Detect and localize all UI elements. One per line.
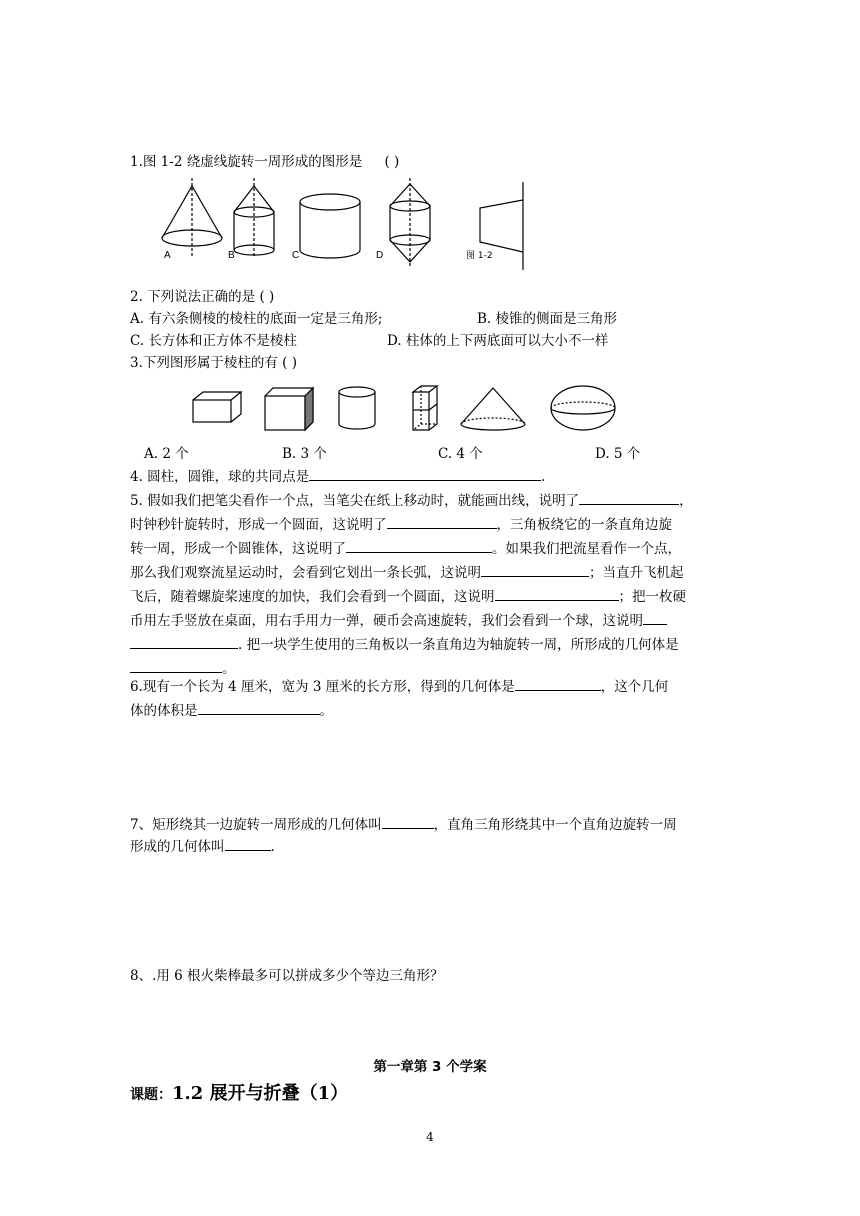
q5-blank-2[interactable] [387, 514, 497, 529]
q5-text-4b: ；当直升飞机起 [589, 565, 684, 581]
figure-d-double-cone [390, 178, 430, 268]
topic-label: 课题： [130, 1087, 172, 1103]
q3-options [144, 444, 641, 464]
q6-line-1 [130, 676, 668, 697]
q5-text-7: . 把一块学生使用的三角板以一条直角边为轴旋转一周，所形成的几何体是 [238, 637, 679, 653]
q7-text-1: 7、矩形绕其一边旋转一周形成的几何体叫 [130, 817, 382, 833]
fig-label-b: B [228, 250, 235, 261]
q2-line-ab [130, 309, 618, 329]
q6-text-2b: 。 [319, 703, 333, 719]
q6-text-1b: ，这个几何 [600, 679, 669, 695]
q3-opt-d: D. 5 个 [595, 446, 641, 462]
q7-blank-1[interactable] [382, 814, 434, 829]
q2-stem: 2. 下列说法正确的是 ( ) [130, 289, 275, 305]
q1-figures [128, 178, 548, 276]
q1-paren: ( ) [384, 154, 400, 170]
q2-opt-c: C. 长方体和正方体不是棱柱 [130, 333, 297, 349]
q5-text-8: 。 [222, 661, 236, 677]
q6-blank-2[interactable] [198, 700, 320, 715]
q2-opt-b: B. 棱锥的侧面是三角形 [477, 311, 618, 327]
q1-line [130, 152, 399, 172]
q5-blank-6b[interactable] [130, 634, 238, 649]
q5-text-4: 那么我们观察流星运动时，会看到它划出一条长弧，这说明 [130, 565, 481, 581]
q7-text-2b: . [270, 839, 275, 855]
fig-label-d: D [376, 250, 384, 261]
figure-c-cylinder [300, 194, 360, 258]
topic-line [130, 1084, 348, 1105]
q5-blank-7[interactable] [130, 658, 222, 673]
shape-square-prism [413, 386, 437, 430]
q4-text: 4. 圆柱，圆锥，球的共同点是 [130, 469, 310, 485]
q5-blank-3[interactable] [346, 538, 492, 553]
q7-text-1b: ，直角三角形绕其中一个直角边旋转一周 [433, 817, 677, 833]
q5-line-2 [130, 514, 672, 535]
shape-sphere [551, 386, 615, 430]
q5-line-1 [130, 490, 693, 511]
q5-line-3 [130, 538, 681, 559]
q6-blank-1[interactable] [515, 676, 601, 691]
q5-blank-4[interactable] [481, 562, 589, 577]
q4-end: . [541, 469, 546, 485]
figure-b-cylinder-cone [234, 178, 274, 258]
q5-line-7 [130, 634, 679, 655]
topic-title: 1.2 展开与折叠（1） [172, 1083, 349, 1104]
shape-cylinder [339, 387, 375, 429]
q5-blank-6a[interactable] [643, 610, 667, 625]
q2-line-cd [130, 331, 609, 351]
q5-text-5: 飞后，随着螺旋桨速度的加快，我们会看到一个圆面，这说明 [130, 589, 495, 605]
q5-text-1: 5. 假如我们把笔尖看作一个点，当笔尖在纸上移动时，就能画出线，说明了 [130, 493, 580, 509]
q6-text-1: 6.现有一个长为 4 厘米，宽为 3 厘米的长方形，得到的几何体是 [130, 679, 515, 695]
shape-cone [461, 388, 525, 430]
figure-a-cone [162, 178, 222, 256]
q2-opt-a: A. 有六条侧棱的棱柱的底面一定是三角形; [130, 311, 383, 327]
q4-answer-blank[interactable] [309, 466, 541, 481]
q7-text-2: 形成的几何体叫 [130, 839, 225, 855]
fig-label-a: A [164, 250, 171, 261]
page-number: 4 [426, 1130, 434, 1144]
q7-line-2 [130, 836, 275, 857]
q5-text-3: 转一周，形成一个圆锥体，这说明了 [130, 541, 346, 557]
q5-line-4 [130, 562, 684, 583]
q5-text-1b: ， [679, 493, 693, 509]
q6-line-2 [130, 700, 333, 721]
shape-rect-prism [193, 392, 241, 422]
q2-opt-d: D. 柱体的上下两底面可以大小不一样 [387, 333, 609, 349]
q7-line-1 [130, 814, 677, 835]
shape-cube [265, 388, 313, 430]
q5-blank-5[interactable] [495, 586, 619, 601]
q7-blank-2[interactable] [225, 836, 271, 851]
fig-label-c: C [292, 250, 300, 261]
q3-stem: 3.下列图形属于棱柱的有 ( ) [130, 355, 297, 371]
q5-blank-1[interactable] [579, 490, 679, 505]
q3-opt-a: A. 2 个 [144, 446, 189, 462]
q3-opt-c: C. 4 个 [438, 446, 483, 462]
q5-line-6 [130, 610, 667, 631]
q1-text: 1.图 1-2 绕虚线旋转一周形成的图形是 [130, 154, 363, 170]
q3-opt-b: B. 3 个 [282, 446, 327, 462]
q5-text-5b: ；把一枚硬 [618, 589, 686, 605]
q5-line-5 [130, 586, 686, 607]
fig-caption: 图 1-2 [466, 251, 493, 261]
q3-figures [185, 380, 625, 436]
q5-text-3b: 。如果我们把流星看作一个点， [492, 541, 681, 557]
q4-line [130, 466, 545, 487]
q8-text: 8、.用 6 根火柴棒最多可以拼成多少个等边三角形？ [130, 968, 444, 984]
q5-text-6: 币用左手竖放在桌面，用右手用力一弹，硬币会高速旋转，我们会看到一个球，这说明 [130, 613, 643, 629]
q6-text-2: 体的体积是 [130, 703, 198, 719]
chapter-heading: 第一章第 3 个学案 [373, 1059, 487, 1075]
q5-text-2: 时钟秒针旋转时，形成一个圆面，这说明了 [130, 517, 387, 533]
q5-text-2b: ，三角板绕它的一条直角边旋 [496, 517, 672, 533]
